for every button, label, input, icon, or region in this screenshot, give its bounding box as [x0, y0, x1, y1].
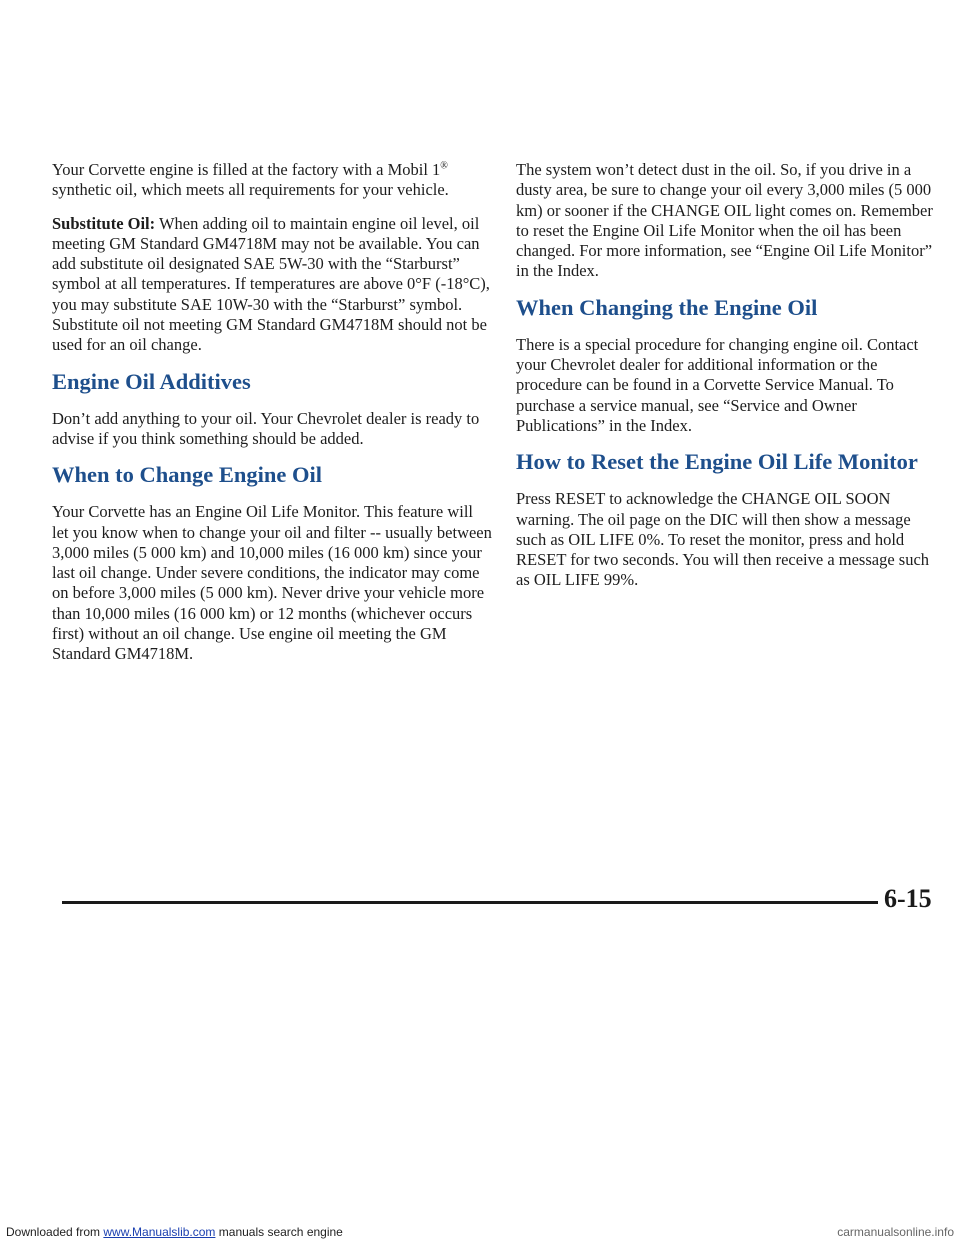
- download-suffix: manuals search engine: [215, 1225, 343, 1239]
- intro-paragraph: [52, 160, 492, 201]
- change-oil-heading: When to Change Engine Oil: [52, 462, 323, 488]
- additives-paragraph: Don’t add anything to your oil. Your Chevrolet dealer is ready to advise if you think something should be added.: [52, 408, 480, 448]
- download-note: [6, 1225, 343, 1239]
- download-footer: [0, 1224, 960, 1242]
- changing-oil-heading: When Changing the Engine Oil: [516, 294, 818, 320]
- intro-text-a: Your Corvette engine is filled at the factory with a Mobil 1: [52, 160, 441, 179]
- dust-paragraph: The system won’t detect dust in the oil. So, if you drive in a dusty area, be sure to change your oil every 3,000 miles (5 000 km) or sooner if the CHANGE OIL light comes on. Remember to reset the Engine Oil Life Monitor when the oil has been changed. For more information, see “Engine Oil Life Monitor” in the Index.: [516, 160, 933, 281]
- changing-oil-paragraph: There is a special procedure for changing engine oil. Contact your Chevrolet dealer for additional information or the procedure can be found in a Corvette Service Manual. To purchase a service manual, see “Service and Owner Publications” in the Index.: [516, 334, 919, 435]
- substitute-oil-paragraph: [52, 214, 492, 356]
- substitute-oil-label: Substitute Oil:: [52, 213, 156, 233]
- page-number: 6-15: [884, 884, 932, 913]
- manualslib-link[interactable]: www.Manualslib.com: [103, 1225, 216, 1239]
- left-column: [52, 160, 492, 678]
- intro-text-b: synthetic oil, which meets all requirements for your vehicle.: [52, 180, 449, 200]
- right-column: [516, 160, 944, 604]
- footer-rule: [62, 901, 878, 904]
- registered-mark: ®: [440, 160, 448, 172]
- reset-monitor-heading: How to Reset the Engine Oil Life Monitor: [516, 449, 918, 475]
- reset-monitor-paragraph: Press RESET to acknowledge the CHANGE OIL SOON warning. The oil page on the DIC will then show a message such as OIL LIFE 0%. To reset the monitor, press and hold RESET for two seconds. You will then receive a message such as OIL LIFE 99%.: [516, 489, 930, 590]
- substitute-oil-text: When adding oil to maintain engine oil level, oil meeting GM Standard GM4718M may not be available. You can add substitute oil designated SAE 5W-30 with the “Starburst” symbol at all temperatures. If temperatures are above 0°F (-18°C), you may substitute SAE 10W-30 with the “Starburst” symbol. Substitute oil not meeting GM Standard GM4718M should not be used for an oil change.: [52, 213, 490, 355]
- additives-heading: Engine Oil Additives: [52, 368, 251, 394]
- change-oil-paragraph: Your Corvette has an Engine Oil Life Monitor. This feature will let you know when to change your oil and filter -- usually between 3,000 miles (5 000 km) and 10,000 miles (16 000 km) since your last oil change. Under severe conditions, the indicator may come on before 3,000 miles (5 000 km). Never drive your vehicle more than 10,000 miles (16 000 km) or 12 months (whichever occurs first) without an oil change. Use engine oil meeting the GM Standard GM4718M.: [52, 502, 492, 664]
- watermark-text: carmanualsonline.info: [837, 1225, 954, 1239]
- download-prefix: Downloaded from: [6, 1225, 104, 1239]
